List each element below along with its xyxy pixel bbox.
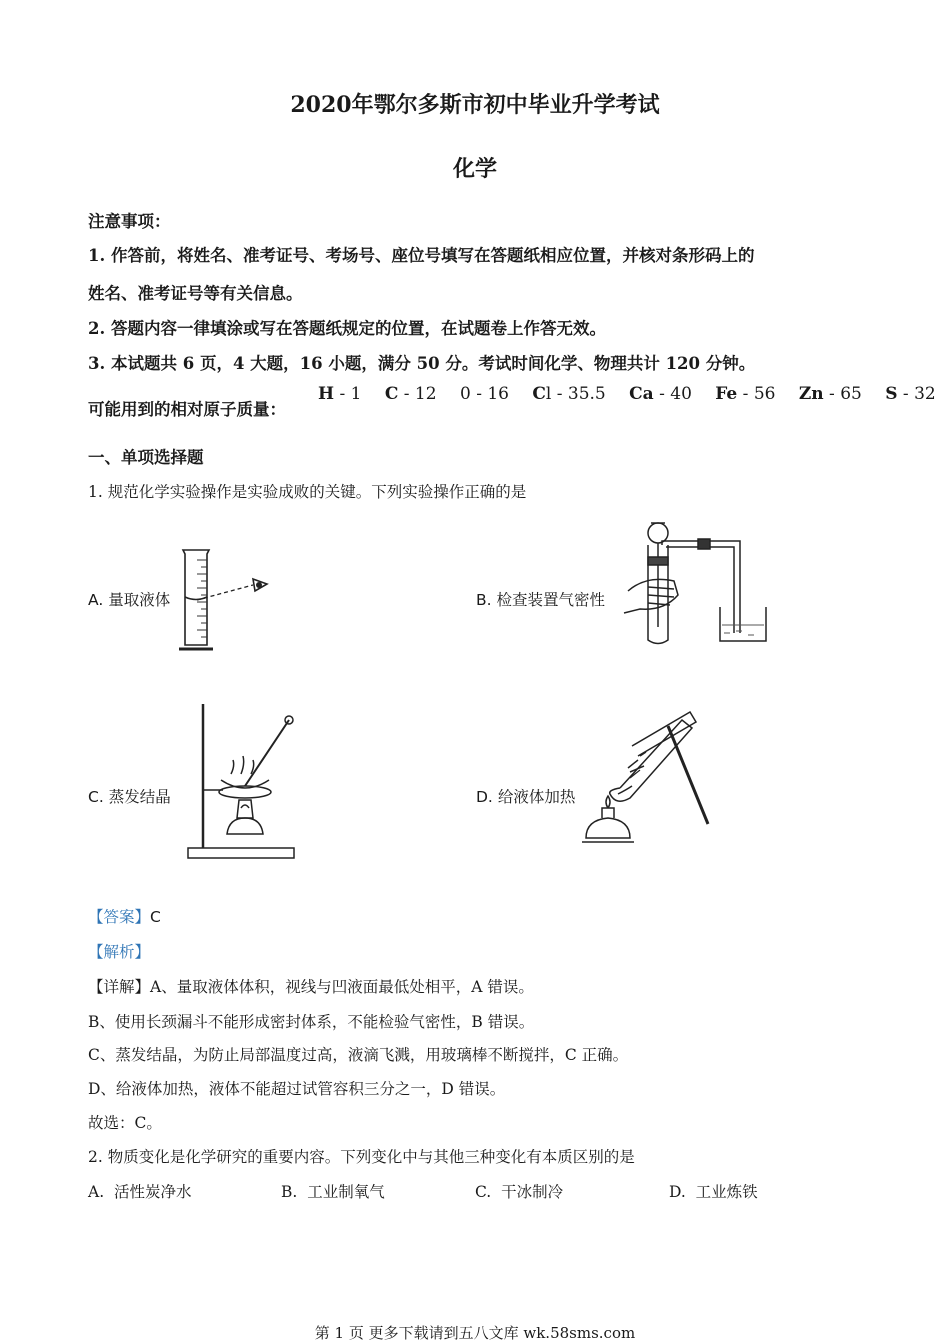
q1-detail-line: B、使用长颈漏斗不能形成密封体系，不能检验气密性，B 错误。 [88,1013,535,1031]
question-2-stem: 2. 物质变化是化学研究的重要内容。下列变化中与其他三种变化有本质区别的是 [88,1148,635,1166]
atomic-mass-entry: H - 1 [318,384,362,404]
q1-option-c [88,785,171,807]
option-letter: A. [88,1183,105,1201]
q2-option-c [475,1180,563,1202]
atomic-mass-entry: S - 32 [885,384,936,404]
test-tube-heating-icon [580,706,715,858]
page-footer: 第 1 页 更多下载请到五八文库 wk.58sms.com [314,1324,636,1342]
question-1-stem: 1. 规范化学实验操作是实验成败的关键。下列实验操作正确的是 [88,483,527,501]
option-text: 量取液体 [108,591,171,609]
atomic-mass-entry: Zn - 65 [798,384,862,404]
answer-label: 【答案】 [88,908,151,926]
q2-option-d [669,1180,758,1202]
atomic-mass-entry: Ca - 40 [629,384,692,404]
option-letter: A. [88,591,104,609]
q2-option-b [281,1180,385,1202]
atomic-mass-entry: 0 - 16 [459,384,509,404]
notice-item-3: 3. 本试题共 6 页，4 大题，16 小题，满分 50 分。考试时间化学、物理共计 120 分钟。 [88,354,756,373]
option-text: 蒸发结晶 [108,788,171,806]
subject-title: 化学 [452,156,497,182]
atomic-mass-entry: Cl - 35.5 [532,384,606,404]
option-letter: D. [476,788,493,806]
atomic-mass-entry: Fe - 56 [715,384,776,404]
q1-detail-line: 【详解】A、量取液体体积，视线与凹液面最低处相平，A 错误。 [88,978,534,996]
notice-item-1a: 1. 作答前，将姓名、准考证号、考场号、座位号填写在答题纸相应位置，并核对条形码上的 [88,246,755,265]
option-text: 干冰制冷 [501,1183,564,1201]
q1-answer [88,905,890,927]
option-text: 活性炭净水 [113,1183,192,1201]
q1-option-d [476,785,575,807]
atomic-mass-list [318,384,950,404]
q1-option-a [88,588,170,610]
option-letter: B. [476,591,492,609]
evaporation-dish-icon [185,700,300,862]
option-letter: C. [88,788,104,806]
option-letter: B. [281,1183,298,1201]
atomic-mass-label: 可能用到的相对原子质量： [88,400,286,419]
answer-value: C [150,908,161,926]
option-text: 给液体加热 [497,788,576,806]
notice-heading: 注意事项： [88,212,171,231]
section-title: 一、单项选择题 [88,448,204,467]
q1-detail-line: D、给液体加热，液体不能超过试管容积三分之一，D 错误。 [88,1080,506,1098]
option-letter: C. [475,1183,492,1201]
notice-item-1b: 姓名、准考证号等有关信息。 [88,284,303,303]
atomic-mass-entry: C - 12 [384,384,437,404]
option-letter: D. [669,1183,686,1201]
notice-item-2: 2. 答题内容一律填涂或写在答题纸规定的位置，在试题卷上作答无效。 [88,319,606,338]
q1-detail-line: 故选：C。 [88,1114,162,1132]
q1-option-b [476,588,605,610]
option-text: 工业制氧气 [307,1183,385,1201]
exam-title: 2020年鄂尔多斯市初中毕业升学考试 [290,92,660,118]
option-text: 工业炼铁 [695,1183,758,1201]
airtightness-apparatus-icon [618,515,778,650]
q1-detail-line: C、蒸发结晶，为防止局部温度过高，液滴飞溅，用玻璃棒不断搅拌，C 正确。 [88,1046,629,1064]
option-text: 检查装置气密性 [496,591,606,609]
q1-analysis-label: 【解析】 [88,943,151,961]
q2-option-a [88,1180,192,1202]
graduated-cylinder-icon [175,545,285,657]
